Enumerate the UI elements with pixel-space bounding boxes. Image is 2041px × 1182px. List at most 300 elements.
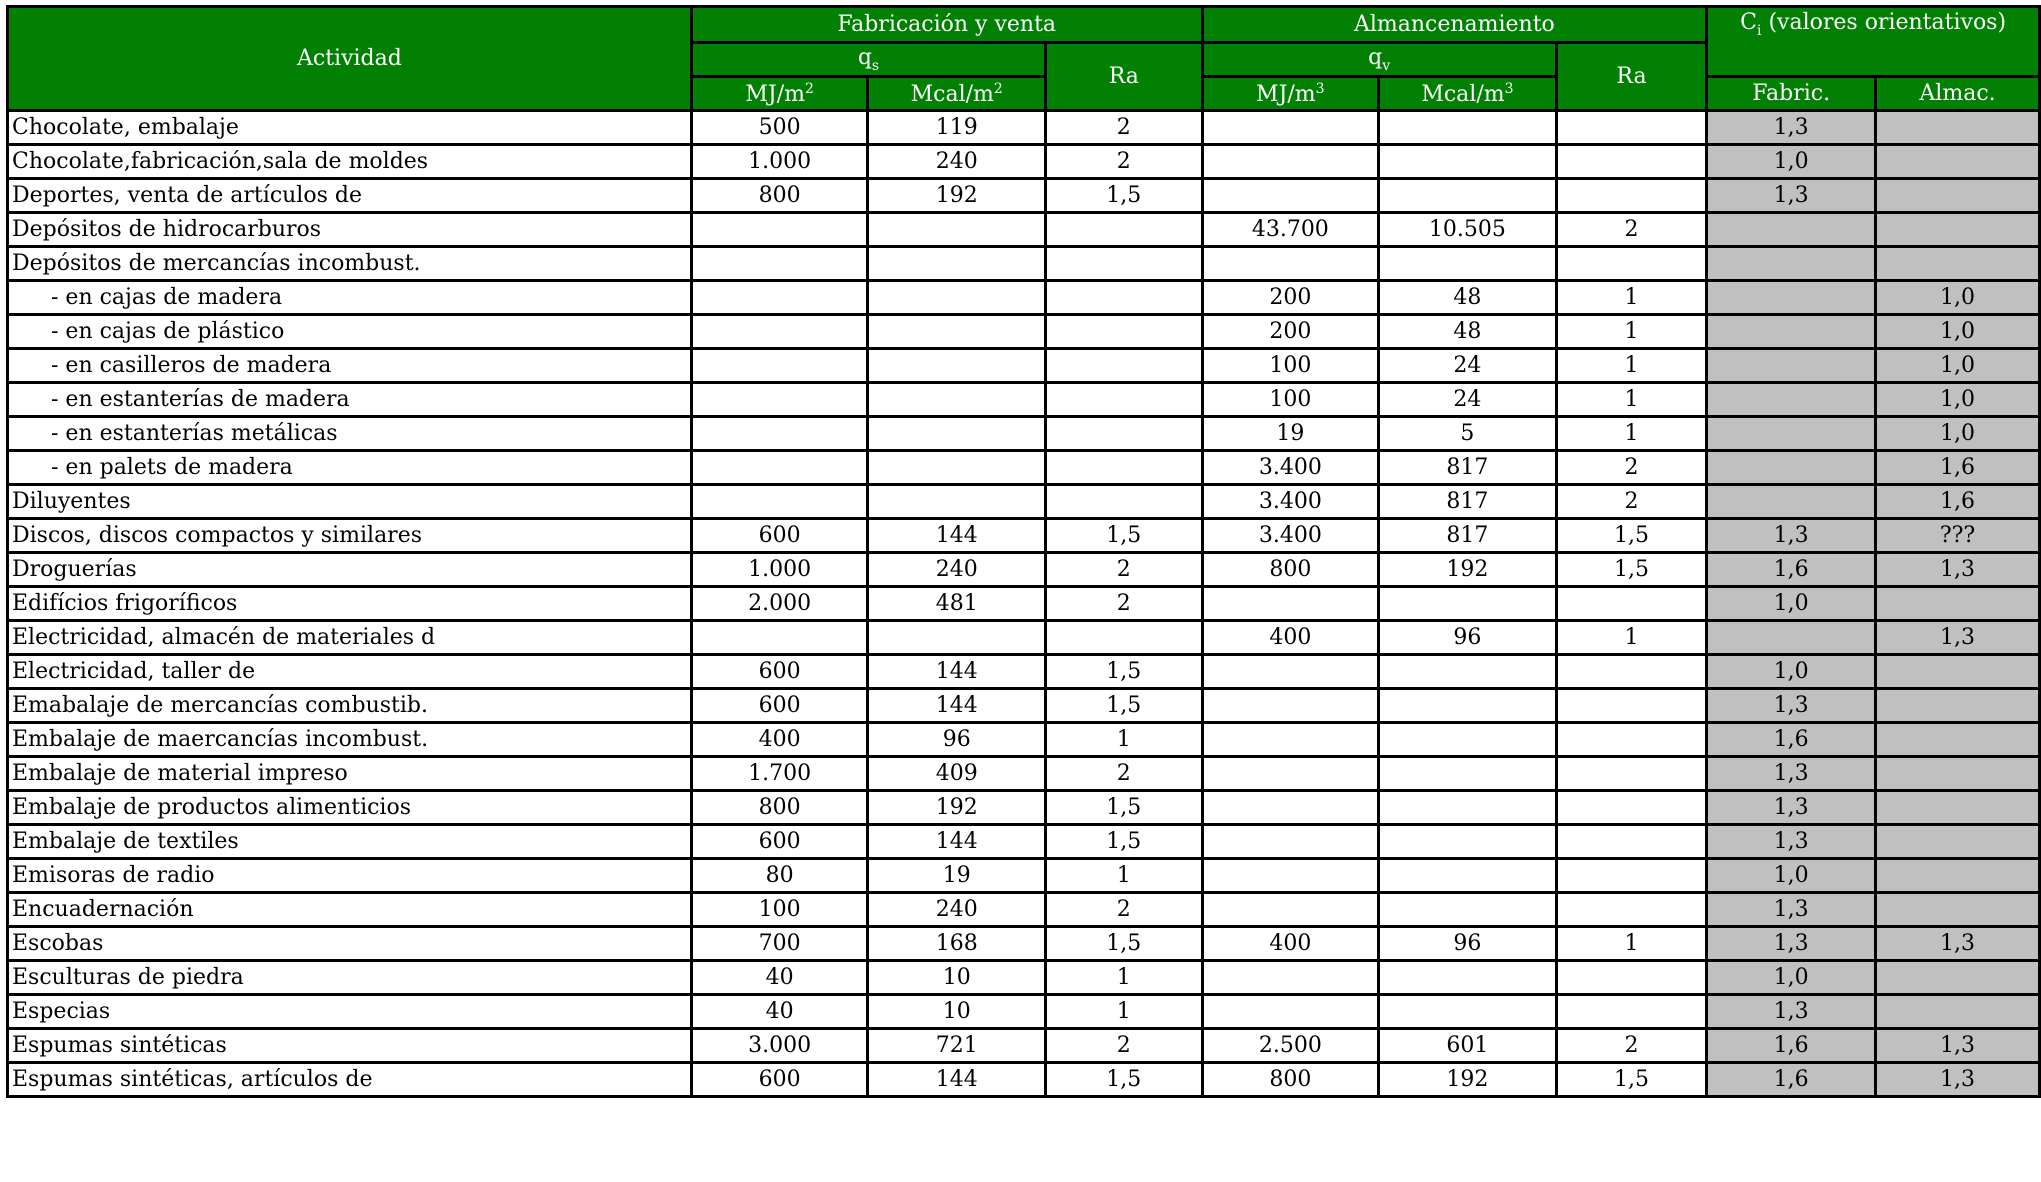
cell-ra-v: 1,5 — [1556, 553, 1706, 587]
table-row — [8, 859, 2040, 893]
cell-ra-s — [1046, 315, 1203, 349]
table-row — [8, 757, 2040, 791]
cell-mcal-m2: 144 — [868, 689, 1046, 723]
cell-actividad: Electricidad, almacén de materiales d — [8, 621, 692, 655]
cell-mcal-m2: 19 — [868, 859, 1046, 893]
cell-actividad: Espumas sintéticas, artículos de — [8, 1063, 692, 1097]
cell-ra-v — [1556, 179, 1706, 213]
cell-mj-m2: 500 — [691, 111, 868, 145]
cell-ra-v — [1556, 791, 1706, 825]
table-row — [8, 179, 2040, 213]
cell-actividad: Embalaje de material impreso — [8, 757, 692, 791]
cell-mcal-m2 — [868, 349, 1046, 383]
cell-actividad: Diluyentes — [8, 485, 692, 519]
cell-mcal-m2: 721 — [868, 1029, 1046, 1063]
cell-mcal-m3 — [1379, 247, 1557, 281]
cell-mcal-m3 — [1379, 961, 1557, 995]
cell-ra-v — [1556, 825, 1706, 859]
cell-mj-m3: 400 — [1202, 621, 1379, 655]
cell-mcal-m3: 24 — [1379, 349, 1557, 383]
table-row — [8, 553, 2040, 587]
cell-ci-almac — [1876, 791, 2040, 825]
cell-ci-fabric — [1707, 383, 1876, 417]
table-row — [8, 383, 2040, 417]
cell-ra-s: 1,5 — [1046, 927, 1203, 961]
cell-actividad: Emabalaje de mercancías combustib. — [8, 689, 692, 723]
cell-mj-m3: 3.400 — [1202, 519, 1379, 553]
cell-ra-s: 1,5 — [1046, 791, 1203, 825]
table-row — [8, 1063, 2040, 1097]
cell-mj-m2: 600 — [691, 689, 868, 723]
cell-mcal-m2: 409 — [868, 757, 1046, 791]
cell-actividad: Especias — [8, 995, 692, 1029]
cell-mj-m3 — [1202, 995, 1379, 1029]
table-row — [8, 417, 2040, 451]
header-mcal-m3-text: Mcal/m — [1421, 81, 1505, 107]
cell-actividad: Deportes, venta de artículos de — [8, 179, 692, 213]
table-row — [8, 995, 2040, 1029]
cell-actividad: Escobas — [8, 927, 692, 961]
table-row — [8, 961, 2040, 995]
cell-ra-v — [1556, 111, 1706, 145]
cell-ci-almac: 1,0 — [1876, 315, 2040, 349]
header-qs-sub: s — [871, 58, 880, 74]
header-mcal-m2 — [868, 77, 1046, 111]
cell-mcal-m3 — [1379, 111, 1557, 145]
cell-mj-m2 — [691, 451, 868, 485]
cell-mcal-m3: 817 — [1379, 485, 1557, 519]
cell-actividad: Embalaje de textiles — [8, 825, 692, 859]
table-row — [8, 621, 2040, 655]
cell-ci-almac: 1,0 — [1876, 281, 2040, 315]
cell-ci-almac — [1876, 587, 2040, 621]
cell-ra-s: 1,5 — [1046, 655, 1203, 689]
table-body — [8, 111, 2040, 1097]
cell-ci-almac — [1876, 179, 2040, 213]
cell-mcal-m3: 5 — [1379, 417, 1557, 451]
cell-actividad: Emisoras de radio — [8, 859, 692, 893]
cell-ci-fabric — [1707, 315, 1876, 349]
cell-ra-v — [1556, 587, 1706, 621]
cell-ci-almac: 1,3 — [1876, 621, 2040, 655]
cell-mj-m3: 200 — [1202, 281, 1379, 315]
cell-mcal-m2: 168 — [868, 927, 1046, 961]
cell-ci-almac: 1,0 — [1876, 383, 2040, 417]
cell-ra-s: 2 — [1046, 893, 1203, 927]
cell-ci-fabric: 1,3 — [1707, 893, 1876, 927]
cell-mj-m2: 40 — [691, 995, 868, 1029]
cell-mj-m3: 3.400 — [1202, 451, 1379, 485]
cell-ra-v — [1556, 995, 1706, 1029]
table-row — [8, 281, 2040, 315]
cell-ci-almac: 1,3 — [1876, 1063, 2040, 1097]
cell-actividad: - en cajas de plástico — [8, 315, 692, 349]
cell-mj-m3: 400 — [1202, 927, 1379, 961]
cell-actividad: Depósitos de mercancías incombust. — [8, 247, 692, 281]
cell-ci-almac — [1876, 111, 2040, 145]
cell-ra-v: 1 — [1556, 349, 1706, 383]
cell-ci-almac — [1876, 961, 2040, 995]
cell-mcal-m2 — [868, 417, 1046, 451]
table-row — [8, 349, 2040, 383]
cell-ra-v — [1556, 145, 1706, 179]
table-row — [8, 247, 2040, 281]
cell-mj-m3: 800 — [1202, 553, 1379, 587]
cell-mcal-m3 — [1379, 179, 1557, 213]
cell-mj-m3 — [1202, 111, 1379, 145]
table-row — [8, 451, 2040, 485]
cell-mcal-m2: 10 — [868, 995, 1046, 1029]
header-qs-main: q — [857, 45, 872, 70]
cell-ci-fabric — [1707, 417, 1876, 451]
cell-mj-m2 — [691, 213, 868, 247]
header-almac: Almac. — [1876, 77, 2040, 111]
cell-mcal-m3 — [1379, 145, 1557, 179]
cell-mcal-m3 — [1379, 791, 1557, 825]
header-mj-m2-exp: 2 — [804, 80, 814, 97]
cell-ra-v — [1556, 723, 1706, 757]
header-qv — [1202, 43, 1556, 77]
cell-mcal-m3: 817 — [1379, 451, 1557, 485]
table-row — [8, 791, 2040, 825]
cell-actividad: - en casilleros de madera — [8, 349, 692, 383]
header-ci-sub: i — [1756, 23, 1762, 39]
cell-mj-m2: 700 — [691, 927, 868, 961]
cell-mj-m3: 43.700 — [1202, 213, 1379, 247]
cell-ci-fabric: 1,0 — [1707, 655, 1876, 689]
cell-mj-m2: 1.000 — [691, 553, 868, 587]
cell-mj-m2: 600 — [691, 655, 868, 689]
cell-ci-fabric: 1,3 — [1707, 689, 1876, 723]
cell-ci-almac: 1,3 — [1876, 927, 2040, 961]
table-row — [8, 689, 2040, 723]
cell-mcal-m2 — [868, 315, 1046, 349]
header-qv-main: q — [1368, 45, 1383, 70]
cell-ci-almac: 1,6 — [1876, 485, 2040, 519]
cell-mcal-m3: 96 — [1379, 927, 1557, 961]
cell-ci-almac: 1,0 — [1876, 417, 2040, 451]
cell-mj-m2: 600 — [691, 519, 868, 553]
cell-mcal-m3 — [1379, 893, 1557, 927]
cell-mcal-m2 — [868, 213, 1046, 247]
cell-mj-m2: 1.000 — [691, 145, 868, 179]
cell-ra-v: 2 — [1556, 1029, 1706, 1063]
cell-ra-s: 1,5 — [1046, 519, 1203, 553]
table-row — [8, 1029, 2040, 1063]
cell-mj-m3: 2.500 — [1202, 1029, 1379, 1063]
cell-ci-fabric: 1,3 — [1707, 791, 1876, 825]
cell-ra-s: 1 — [1046, 961, 1203, 995]
cell-actividad: Embalaje de productos alimenticios — [8, 791, 692, 825]
cell-mcal-m2: 240 — [868, 893, 1046, 927]
cell-ra-v: 1 — [1556, 281, 1706, 315]
table-header — [8, 7, 2040, 111]
cell-actividad: Chocolate, embalaje — [8, 111, 692, 145]
header-mj-m3-text: MJ/m — [1256, 81, 1316, 107]
cell-ra-v: 1 — [1556, 621, 1706, 655]
cell-ra-v: 2 — [1556, 213, 1706, 247]
cell-mj-m3 — [1202, 893, 1379, 927]
cell-mj-m3: 19 — [1202, 417, 1379, 451]
cell-ra-v: 1,5 — [1556, 1063, 1706, 1097]
table-row — [8, 111, 2040, 145]
cell-ra-s: 1 — [1046, 859, 1203, 893]
cell-ci-almac — [1876, 145, 2040, 179]
table-row — [8, 587, 2040, 621]
cell-ci-fabric: 1,0 — [1707, 961, 1876, 995]
cell-ci-fabric: 1,0 — [1707, 587, 1876, 621]
cell-mcal-m3 — [1379, 757, 1557, 791]
cell-ra-v: 1,5 — [1556, 519, 1706, 553]
cell-ci-fabric: 1,6 — [1707, 553, 1876, 587]
cell-ra-s — [1046, 383, 1203, 417]
cell-mj-m3 — [1202, 757, 1379, 791]
cell-mcal-m2: 144 — [868, 825, 1046, 859]
cell-mcal-m2: 144 — [868, 655, 1046, 689]
cell-ra-s — [1046, 213, 1203, 247]
cell-ra-s — [1046, 485, 1203, 519]
cell-ci-almac: ??? — [1876, 519, 2040, 553]
cell-mcal-m2 — [868, 247, 1046, 281]
cell-ra-v: 2 — [1556, 485, 1706, 519]
table-row — [8, 315, 2040, 349]
cell-mcal-m3: 10.505 — [1379, 213, 1557, 247]
cell-actividad: Espumas sintéticas — [8, 1029, 692, 1063]
cell-mj-m2 — [691, 621, 868, 655]
cell-ra-s: 1,5 — [1046, 689, 1203, 723]
cell-actividad: - en palets de madera — [8, 451, 692, 485]
cell-actividad: Discos, discos compactos y similares — [8, 519, 692, 553]
cell-ra-s: 2 — [1046, 587, 1203, 621]
cell-actividad: - en estanterías de madera — [8, 383, 692, 417]
cell-ra-s: 2 — [1046, 553, 1203, 587]
cell-actividad: Electricidad, taller de — [8, 655, 692, 689]
cell-mcal-m2: 240 — [868, 553, 1046, 587]
cell-mcal-m2: 144 — [868, 519, 1046, 553]
cell-ci-almac: 1,0 — [1876, 349, 2040, 383]
cell-ra-s: 1,5 — [1046, 825, 1203, 859]
cell-mcal-m3 — [1379, 655, 1557, 689]
cell-actividad: - en cajas de madera — [8, 281, 692, 315]
cell-mj-m2: 2.000 — [691, 587, 868, 621]
cell-mj-m3 — [1202, 179, 1379, 213]
cell-ci-fabric — [1707, 281, 1876, 315]
cell-ra-s — [1046, 621, 1203, 655]
cell-mj-m2 — [691, 247, 868, 281]
cell-ci-almac — [1876, 247, 2040, 281]
cell-ci-fabric: 1,3 — [1707, 757, 1876, 791]
cell-mcal-m2: 96 — [868, 723, 1046, 757]
cell-ra-s: 2 — [1046, 111, 1203, 145]
cell-mj-m2: 1.700 — [691, 757, 868, 791]
cell-mj-m3 — [1202, 655, 1379, 689]
header-mj-m3 — [1202, 77, 1379, 111]
cell-mcal-m3 — [1379, 825, 1557, 859]
cell-ra-v — [1556, 961, 1706, 995]
cell-mcal-m2: 10 — [868, 961, 1046, 995]
table-row — [8, 893, 2040, 927]
cell-mcal-m2 — [868, 621, 1046, 655]
header-mcal-m3-exp: 3 — [1504, 80, 1514, 97]
header-mcal-m3 — [1379, 77, 1557, 111]
cell-ci-fabric: 1,6 — [1707, 723, 1876, 757]
cell-ra-v: 1 — [1556, 417, 1706, 451]
cell-actividad: Droguerías — [8, 553, 692, 587]
header-ci — [1707, 7, 2040, 77]
table-row — [8, 519, 2040, 553]
cell-ci-fabric — [1707, 349, 1876, 383]
cell-ci-almac: 1,3 — [1876, 1029, 2040, 1063]
header-qs — [691, 43, 1045, 77]
cell-ra-v: 2 — [1556, 451, 1706, 485]
cell-ci-fabric — [1707, 485, 1876, 519]
cell-mcal-m2: 192 — [868, 179, 1046, 213]
header-ra-v: Ra — [1556, 43, 1706, 111]
cell-ci-almac — [1876, 757, 2040, 791]
cell-mj-m2: 800 — [691, 791, 868, 825]
header-mj-m2-text: MJ/m — [745, 81, 805, 107]
cell-ci-fabric: 1,3 — [1707, 995, 1876, 1029]
cell-ra-s — [1046, 247, 1203, 281]
cell-ci-fabric: 1,6 — [1707, 1063, 1876, 1097]
cell-mcal-m3 — [1379, 995, 1557, 1029]
cell-ra-v: 1 — [1556, 927, 1706, 961]
cell-mj-m2 — [691, 281, 868, 315]
cell-ra-s: 2 — [1046, 1029, 1203, 1063]
cell-ra-s — [1046, 451, 1203, 485]
cell-mcal-m2: 119 — [868, 111, 1046, 145]
cell-mj-m3 — [1202, 689, 1379, 723]
cell-mcal-m3: 192 — [1379, 1063, 1557, 1097]
cell-ra-v — [1556, 757, 1706, 791]
cell-actividad: Esculturas de piedra — [8, 961, 692, 995]
cell-mj-m2 — [691, 485, 868, 519]
cell-mj-m2: 600 — [691, 1063, 868, 1097]
cell-mj-m3 — [1202, 587, 1379, 621]
cell-ra-s: 1 — [1046, 995, 1203, 1029]
cell-ci-fabric: 1,6 — [1707, 1029, 1876, 1063]
cell-ra-s: 1,5 — [1046, 1063, 1203, 1097]
cell-ci-fabric: 1,3 — [1707, 825, 1876, 859]
cell-ra-v: 1 — [1556, 383, 1706, 417]
cell-mj-m3 — [1202, 247, 1379, 281]
cell-mj-m3 — [1202, 961, 1379, 995]
cell-ra-v — [1556, 893, 1706, 927]
cell-mj-m3: 100 — [1202, 383, 1379, 417]
cell-mcal-m2 — [868, 281, 1046, 315]
cell-mcal-m3: 817 — [1379, 519, 1557, 553]
table-row — [8, 213, 2040, 247]
header-actividad: Actividad — [8, 7, 692, 111]
cell-ra-v — [1556, 689, 1706, 723]
cell-mcal-m3 — [1379, 689, 1557, 723]
cell-mcal-m3: 48 — [1379, 315, 1557, 349]
cell-mcal-m3: 192 — [1379, 553, 1557, 587]
cell-actividad: Edifícios frigoríficos — [8, 587, 692, 621]
cell-mj-m2: 400 — [691, 723, 868, 757]
cell-ra-v — [1556, 859, 1706, 893]
header-ci-main: C — [1740, 10, 1757, 35]
cell-mj-m2 — [691, 383, 868, 417]
header-ra-s: Ra — [1046, 43, 1203, 111]
cell-mj-m2: 100 — [691, 893, 868, 927]
cell-mcal-m3: 601 — [1379, 1029, 1557, 1063]
cell-mcal-m3: 48 — [1379, 281, 1557, 315]
cell-mj-m2: 600 — [691, 825, 868, 859]
header-qv-sub: v — [1382, 58, 1391, 74]
cell-ci-almac — [1876, 655, 2040, 689]
cell-ra-s: 1 — [1046, 723, 1203, 757]
cell-ra-s — [1046, 349, 1203, 383]
header-mj-m2 — [691, 77, 868, 111]
cell-mj-m2: 40 — [691, 961, 868, 995]
cell-ci-fabric — [1707, 451, 1876, 485]
header-mcal-m2-exp: 2 — [993, 80, 1003, 97]
cell-mj-m2: 3.000 — [691, 1029, 868, 1063]
cell-ci-fabric — [1707, 621, 1876, 655]
cell-mcal-m3 — [1379, 587, 1557, 621]
table-row — [8, 145, 2040, 179]
table-row — [8, 825, 2040, 859]
cell-ra-s — [1046, 281, 1203, 315]
cell-mj-m3 — [1202, 145, 1379, 179]
cell-ci-almac — [1876, 689, 2040, 723]
cell-actividad: Depósitos de hidrocarburos — [8, 213, 692, 247]
header-almacenamiento: Almancenamiento — [1202, 7, 1707, 43]
cell-mj-m2 — [691, 349, 868, 383]
cell-mj-m2: 800 — [691, 179, 868, 213]
cell-ci-almac: 1,3 — [1876, 553, 2040, 587]
header-ci-rest: (valores orientativos) — [1761, 10, 2007, 35]
cell-mcal-m3: 24 — [1379, 383, 1557, 417]
cell-ci-fabric: 1,0 — [1707, 145, 1876, 179]
table-row — [8, 655, 2040, 689]
cell-ci-fabric: 1,3 — [1707, 519, 1876, 553]
cell-ci-almac — [1876, 995, 2040, 1029]
fire-load-table — [6, 5, 2041, 1098]
cell-mj-m3 — [1202, 791, 1379, 825]
header-mj-m3-exp: 3 — [1315, 80, 1325, 97]
cell-ci-almac — [1876, 213, 2040, 247]
cell-ra-s — [1046, 417, 1203, 451]
table-row — [8, 723, 2040, 757]
cell-mj-m3: 100 — [1202, 349, 1379, 383]
cell-mcal-m3 — [1379, 859, 1557, 893]
cell-mj-m2 — [691, 417, 868, 451]
cell-actividad: Embalaje de maercancías incombust. — [8, 723, 692, 757]
cell-mj-m2 — [691, 315, 868, 349]
cell-ra-v — [1556, 247, 1706, 281]
cell-mcal-m3 — [1379, 723, 1557, 757]
cell-mcal-m3: 96 — [1379, 621, 1557, 655]
cell-ci-fabric: 1,0 — [1707, 859, 1876, 893]
cell-mj-m3: 800 — [1202, 1063, 1379, 1097]
cell-mcal-m2: 192 — [868, 791, 1046, 825]
cell-mcal-m2: 481 — [868, 587, 1046, 621]
header-fabric: Fabric. — [1707, 77, 1876, 111]
cell-actividad: Encuadernación — [8, 893, 692, 927]
cell-ci-fabric: 1,3 — [1707, 179, 1876, 213]
cell-ci-almac — [1876, 825, 2040, 859]
cell-mcal-m2: 144 — [868, 1063, 1046, 1097]
header-mcal-m2-text: Mcal/m — [910, 81, 994, 107]
cell-ra-v — [1556, 655, 1706, 689]
cell-mj-m2: 80 — [691, 859, 868, 893]
table-row — [8, 927, 2040, 961]
cell-actividad: Chocolate,fabricación,sala de moldes — [8, 145, 692, 179]
cell-ra-s: 2 — [1046, 145, 1203, 179]
cell-ci-fabric — [1707, 213, 1876, 247]
